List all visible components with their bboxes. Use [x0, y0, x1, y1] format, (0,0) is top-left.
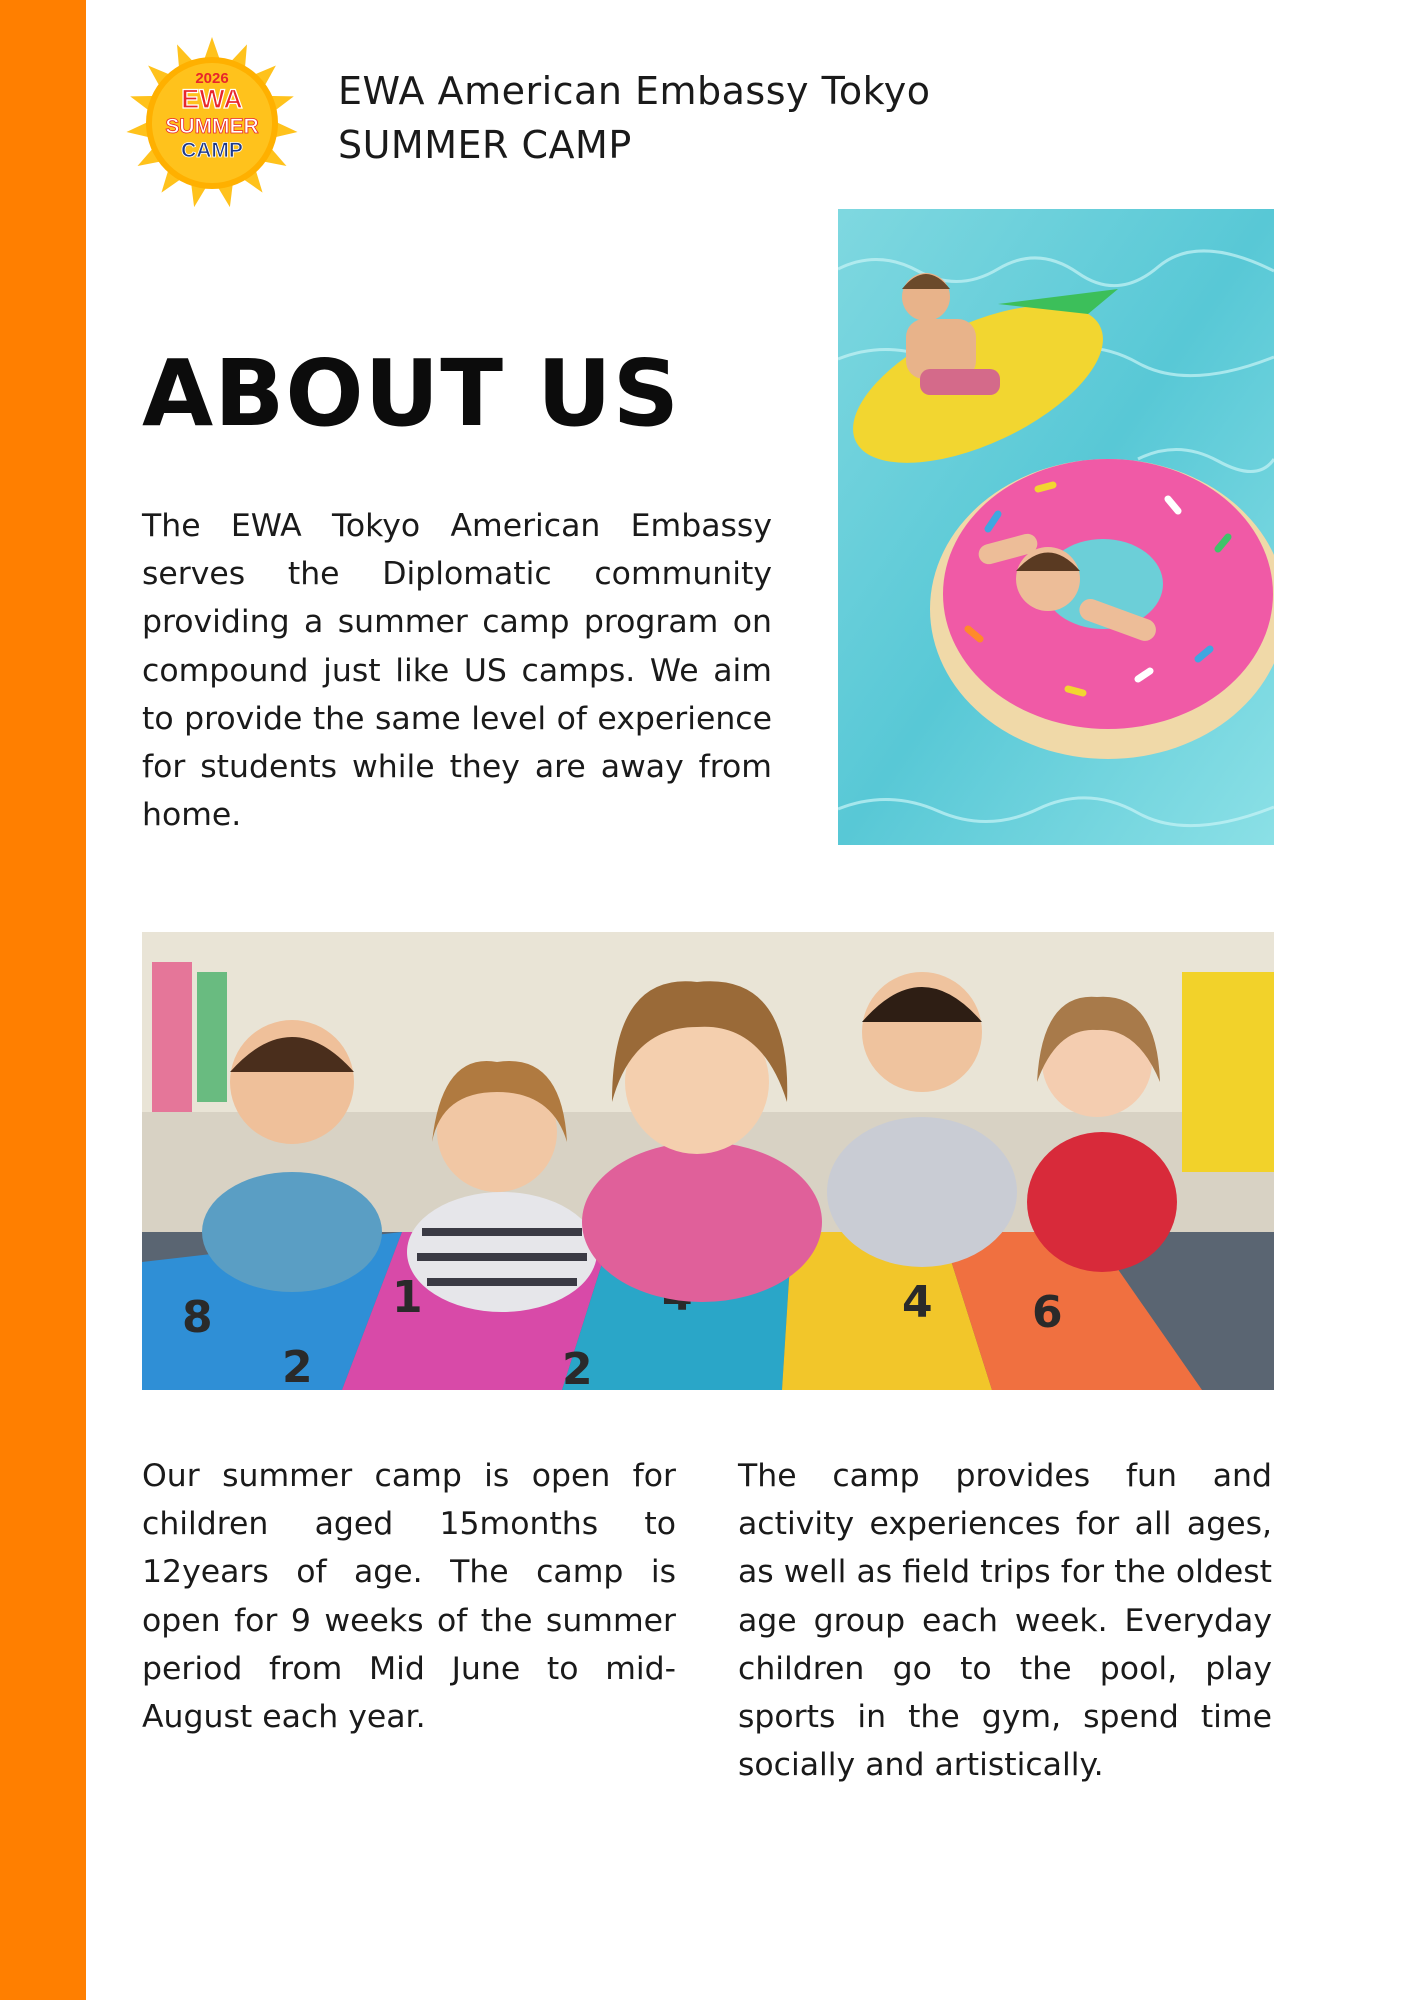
svg-text:EWA: EWA	[181, 84, 243, 114]
camp-ages-paragraph: Our summer camp is open for children aged 15months to 12years of age. The camp is open for 9 weeks of the summer period from Mid June to mid-August each year.	[142, 1458, 676, 1736]
svg-text:8: 8	[182, 1292, 213, 1343]
pool-photo	[838, 209, 1274, 845]
svg-text:2026: 2026	[195, 70, 229, 87]
children-playing-photo	[142, 932, 1274, 1390]
svg-text:2: 2	[562, 1344, 593, 1390]
svg-text:4: 4	[902, 1277, 933, 1328]
header-line-1: EWA American Embassy Tokyo	[338, 69, 931, 113]
svg-text:2: 2	[282, 1342, 313, 1390]
svg-text:SUMMER: SUMMER	[165, 115, 259, 138]
ewa-summer-camp-logo	[115, 35, 310, 210]
page-title: ABOUT US	[142, 340, 680, 447]
intro-paragraph: The EWA Tokyo American Embassy serves the Diplomatic community providing a summer camp program on compound just like US camps. We aim to provide the same level of experience for students while they are away from home.	[142, 508, 772, 834]
orange-side-bar	[0, 0, 86, 2000]
sun-icon	[115, 35, 310, 210]
svg-text:CAMP: CAMP	[181, 139, 243, 162]
header-title	[338, 64, 930, 172]
svg-text:1: 1	[392, 1272, 423, 1323]
header-line-2: SUMMER CAMP	[338, 123, 632, 167]
camp-activities-paragraph: The camp provides fun and activity experiences for all ages, as well as field trips for the oldest age group each week. Everyday children go to the pool, play sports in the gym, spend time socially and artistically.	[738, 1458, 1272, 1784]
svg-text:6: 6	[1032, 1287, 1063, 1338]
